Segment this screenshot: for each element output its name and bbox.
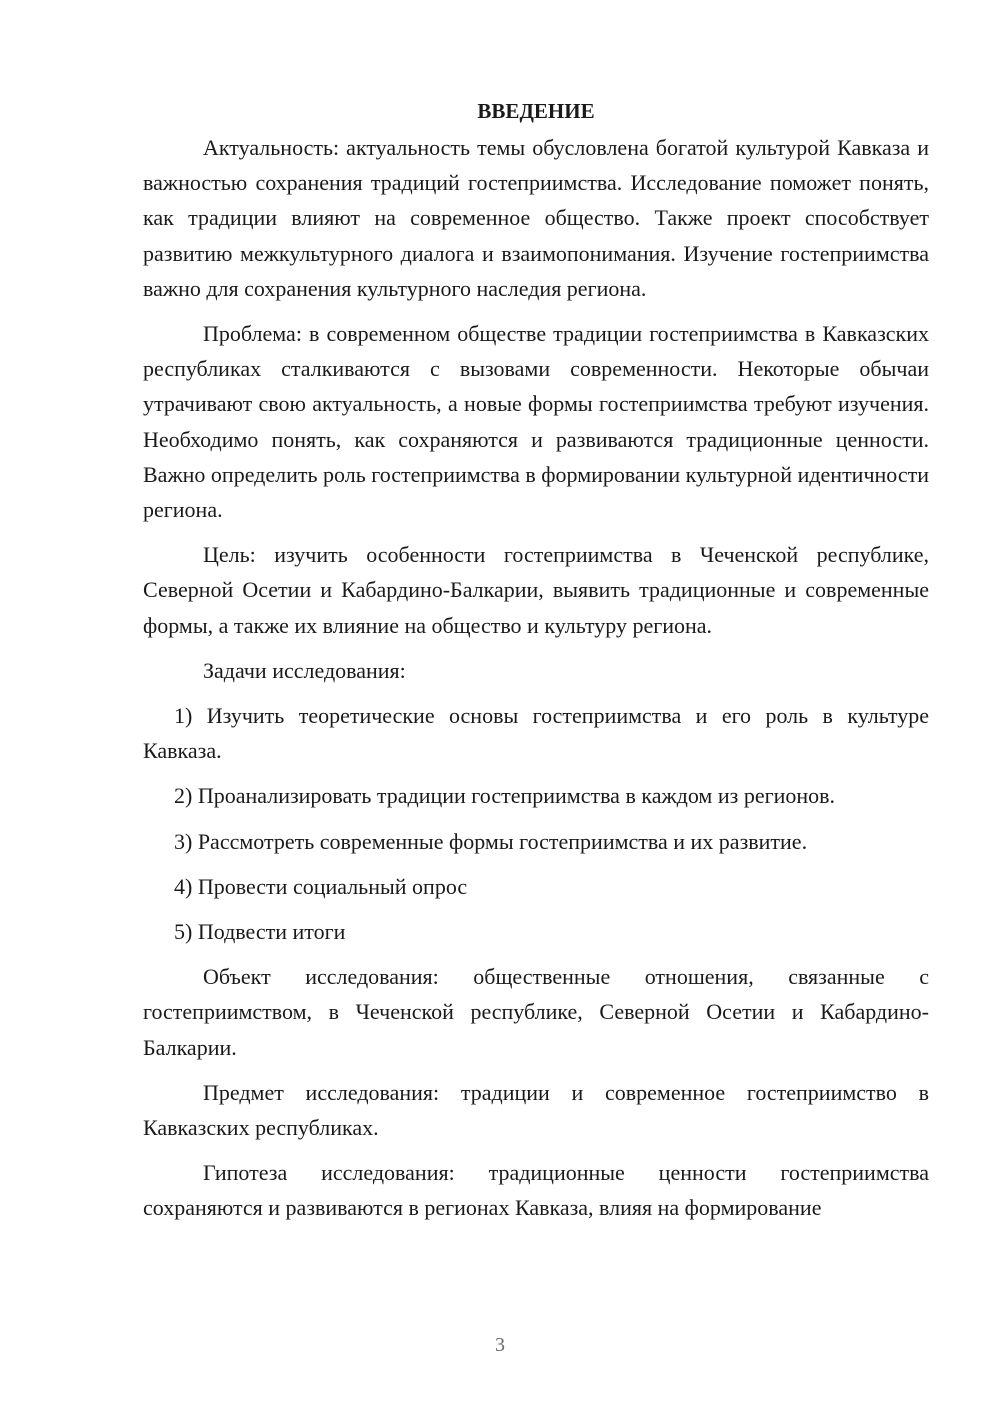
task-item: 2) Проанализировать традиции гостеприимства в каждом из регионов. — [174, 783, 836, 809]
hypothesis-paragraph: Гипотеза исследования: традиционные ценности гостеприимства сохраняются и развиваются в регионах Кавказа, влияя на формирование — [143, 1160, 929, 1221]
task-item: 3) Рассмотреть современные формы гостеприимства и их развитие. — [174, 828, 808, 854]
subject-paragraph: Предмет исследования: традиции и современное гостеприимство в Кавказских республиках. — [143, 1079, 929, 1141]
page-number: 3 — [495, 1334, 505, 1356]
goal-paragraph: Цель: изучить особенности гостеприимства в Чеченской республике, Северной Осетии и Кабардино-Балкарии, выявить традиционные и современные формы, а также их влияние на общество и культуру региона. — [143, 542, 929, 638]
object-paragraph: Объект исследования: общественные отношения, связанные с гостеприимством, в Чеченской республике, Северной Осетии и Кабардино-Балкарии. — [143, 964, 929, 1060]
document-page — [143, 96, 929, 1236]
relevance-paragraph: Актуальность: актуальность темы обусловлена богатой культурой Кавказа и важностью сохранения традиций гостеприимства. Исследование поможет понять, как традиции влияют на современное общество. Также проект способствует развитию межкультурного диалога и взаимопонимания. Изучение гостеприимства важно для сохранения культурного наследия региона. — [143, 135, 929, 301]
tasks-title: Задачи исследования: — [203, 657, 406, 683]
task-item: 1) Изучить теоретические основы гостеприимства и его роль в культуре Кавказа. — [143, 703, 929, 764]
task-item: 5) Подвести итоги — [174, 919, 346, 945]
task-item: 4) Провести социальный опрос — [174, 873, 468, 899]
section-heading: ВВЕДЕНИЕ — [477, 99, 595, 123]
tasks-list — [143, 698, 929, 949]
problem-paragraph: Проблема: в современном обществе традиции гостеприимства в Кавказских республиках сталкиваются с вызовами современности. Некоторые обычаи утрачивают свою актуальность, а новые формы гостеприимства требуют изучения. Необходимо понять, как сохраняются и развиваются традиционные ценности. Важно определить роль гостеприимства в формировании культурной идентичности региона. — [143, 321, 929, 523]
